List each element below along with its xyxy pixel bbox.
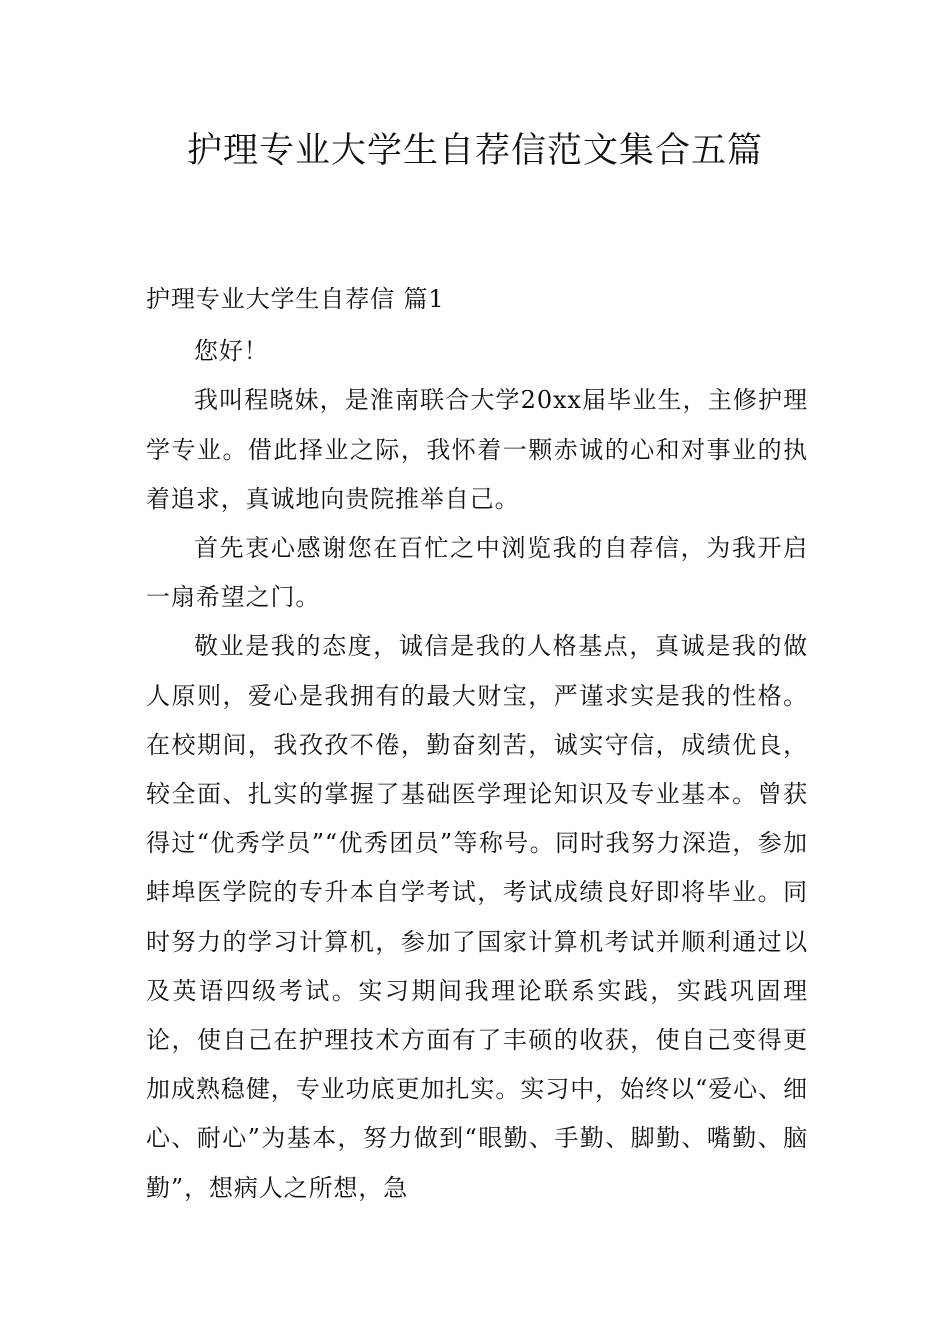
paragraph: 我叫程晓妹，是淮南联合大学20xx届毕业生，主修护理学专业。借此择业之际，我怀着一颗赤诚的心和对事业的执着追求，真诚地向贵院推举自己。 [146, 386, 808, 513]
section-heading: 护理专业大学生自荐信 篇1 [146, 285, 445, 313]
document-title: 护理专业大学生自荐信范文集合五篇 [186, 131, 763, 171]
paragraph: 首先衷心感谢您在百忙之中浏览我的自荐信，为我开启一扇希望之门。 [146, 534, 808, 612]
document-body [146, 275, 808, 1213]
greeting: 您好！ [194, 337, 269, 366]
paragraph: 敬业是我的态度，诚信是我的人格基点，真诚是我的做人原则，爱心是我拥有的最大财宝，严谨求实是我的性格。在校期间，我孜孜不倦，勤奋刻苦，诚实守信，成绩优良，较全面、扎实的掌握了基础医学理论知识及专业基本。曾获得过“优秀学员”“优秀团员”等称号。同时我努力深造，参加蚌埠医学院的专升本自学考试，考试成绩良好即将毕业。同时努力的学习计算机，参加了国家计算机考试并顺利通过以及英语四级考试。实习期间我理论联系实践，实践巩固理论，使自己在护理技术方面有了丰硕的收获，使自己变得更加成熟稳健，专业功底更加扎实。实习中，始终以“爱心、细心、耐心”为基本，努力做到“眼勤、手勤、脚勤、嘴勤、脑勤”，想病人之所想，急 [146, 632, 808, 1202]
